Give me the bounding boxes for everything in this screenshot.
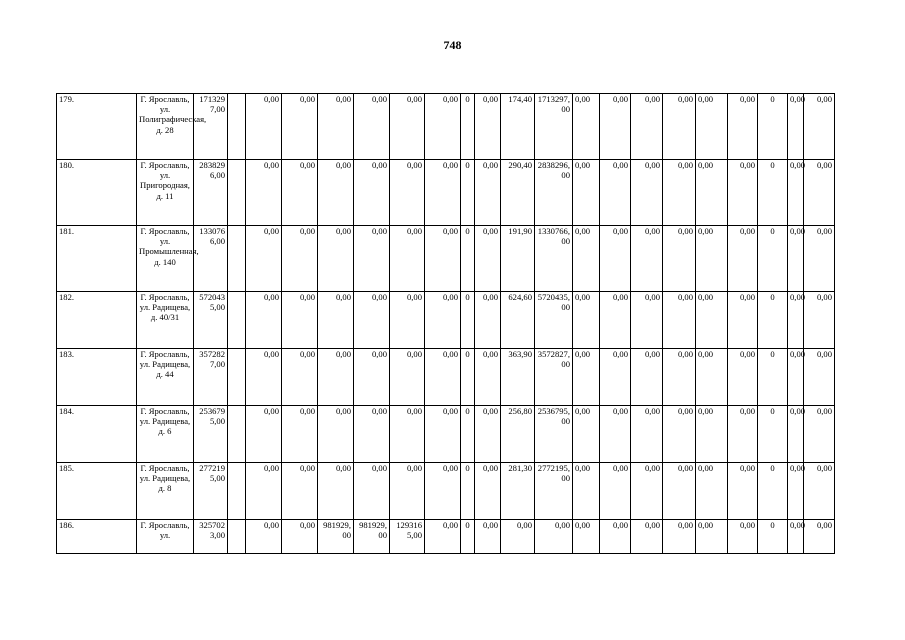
value-cell: 0,00: [804, 349, 835, 406]
value-cell: 0,00: [788, 292, 804, 349]
cost-cell: 2536795,00: [535, 406, 573, 463]
value-cell: 0,00: [600, 463, 631, 520]
value-cell: 0,00: [282, 463, 318, 520]
value-cell: 0,00: [246, 94, 282, 160]
value-cell: 0,00: [804, 292, 835, 349]
total-cost-cell: 5720435,00: [194, 292, 228, 349]
total-cost-cell: 1713297,00: [194, 94, 228, 160]
address-cell: Г. Ярославль, ул. Пригородная, д. 11: [137, 160, 194, 226]
value-cell: 0,00: [728, 292, 758, 349]
value-cell: 981929,00: [318, 520, 354, 554]
value-cell: 0,00: [318, 292, 354, 349]
value-cell: 0,00: [282, 406, 318, 463]
value-cell: 0,00: [475, 160, 501, 226]
value-cell: 0,00: [696, 292, 728, 349]
empty-cell: [228, 520, 246, 554]
value-cell: 0,00: [600, 292, 631, 349]
value-cell: 0,00: [318, 160, 354, 226]
row-number: 179.: [57, 94, 137, 160]
row-number: 181.: [57, 226, 137, 292]
value-cell: 0,00: [282, 94, 318, 160]
value-cell: 0,00: [804, 520, 835, 554]
value-cell: 0,00: [354, 226, 390, 292]
value-cell: 0,00: [390, 406, 425, 463]
row-number: 183.: [57, 349, 137, 406]
count-cell: 0: [758, 292, 788, 349]
value-cell: 0,00: [663, 463, 696, 520]
value-cell: 0,00: [631, 226, 663, 292]
value-cell: 0,00: [390, 160, 425, 226]
count-cell: 0: [758, 226, 788, 292]
value-cell: 0,00: [475, 94, 501, 160]
table-row: [57, 160, 870, 226]
value-cell: 0,00: [425, 292, 461, 349]
value-cell: 0,00: [354, 94, 390, 160]
cost-cell: 0,00: [535, 520, 573, 554]
row-number: 185.: [57, 463, 137, 520]
value-cell: 0,00: [425, 349, 461, 406]
value-cell: 0,00: [663, 406, 696, 463]
value-cell: 0,00: [788, 463, 804, 520]
total-cost-cell: 2838296,00: [194, 160, 228, 226]
value-cell: 0,00: [573, 94, 600, 160]
value-cell: 0,00: [318, 94, 354, 160]
value-cell: 0,00: [631, 292, 663, 349]
value-cell: 0,00: [246, 226, 282, 292]
empty-cell: [228, 292, 246, 349]
row-number: 186.: [57, 520, 137, 554]
value-cell: 0,00: [788, 94, 804, 160]
value-cell: 0,00: [354, 463, 390, 520]
count-cell: 0: [758, 94, 788, 160]
value-cell: 0,00: [390, 463, 425, 520]
area-cell: 281,30: [501, 463, 535, 520]
empty-cell: [228, 160, 246, 226]
value-cell: 0,00: [425, 94, 461, 160]
count-cell: 0: [461, 406, 475, 463]
row-number: 180.: [57, 160, 137, 226]
cost-cell: 2772195,00: [535, 463, 573, 520]
value-cell: 0,00: [475, 406, 501, 463]
value-cell: 0,00: [318, 226, 354, 292]
empty-cell: [228, 406, 246, 463]
address-cell: Г. Ярославль, ул. Радищева, д. 8: [137, 463, 194, 520]
area-cell: 174,40: [501, 94, 535, 160]
value-cell: 0,00: [390, 94, 425, 160]
value-cell: 981929,00: [354, 520, 390, 554]
value-cell: 0,00: [788, 349, 804, 406]
value-cell: 0,00: [573, 292, 600, 349]
value-cell: 0,00: [282, 160, 318, 226]
value-cell: 0,00: [475, 463, 501, 520]
address-cell: Г. Ярославль, ул. Промышленная, д. 140: [137, 226, 194, 292]
value-cell: 0,00: [600, 160, 631, 226]
value-cell: 0,00: [663, 292, 696, 349]
data-table: [56, 93, 870, 554]
value-cell: 0,00: [573, 349, 600, 406]
value-cell: 0,00: [728, 406, 758, 463]
value-cell: 0,00: [804, 160, 835, 226]
empty-cell: [228, 349, 246, 406]
area-cell: 0,00: [501, 520, 535, 554]
value-cell: 0,00: [631, 160, 663, 226]
value-cell: 0,00: [631, 349, 663, 406]
value-cell: 0,00: [788, 226, 804, 292]
address-cell: Г. Ярославль, ул. Полиграфическая, д. 28: [137, 94, 194, 160]
cost-cell: 1713297,00: [535, 94, 573, 160]
table-row: [57, 226, 870, 292]
value-cell: 0,00: [631, 520, 663, 554]
value-cell: 0,00: [390, 292, 425, 349]
value-cell: 0,00: [354, 406, 390, 463]
value-cell: 0,00: [663, 160, 696, 226]
area-cell: 256,80: [501, 406, 535, 463]
value-cell: 0,00: [475, 349, 501, 406]
count-cell: 0: [461, 520, 475, 554]
value-cell: 0,00: [282, 226, 318, 292]
value-cell: 1293165,00: [390, 520, 425, 554]
value-cell: 0,00: [390, 226, 425, 292]
cost-cell: 2838296,00: [535, 160, 573, 226]
value-cell: 0,00: [425, 463, 461, 520]
value-cell: 0,00: [600, 226, 631, 292]
value-cell: 0,00: [696, 349, 728, 406]
value-cell: 0,00: [728, 520, 758, 554]
count-cell: 0: [461, 94, 475, 160]
value-cell: 0,00: [600, 349, 631, 406]
value-cell: 0,00: [246, 406, 282, 463]
value-cell: 0,00: [354, 160, 390, 226]
count-cell: 0: [758, 349, 788, 406]
row-number: 184.: [57, 406, 137, 463]
value-cell: 0,00: [600, 520, 631, 554]
total-cost-cell: 3572827,00: [194, 349, 228, 406]
value-cell: 0,00: [631, 406, 663, 463]
value-cell: 0,00: [696, 94, 728, 160]
value-cell: 0,00: [728, 94, 758, 160]
value-cell: 0,00: [788, 406, 804, 463]
table-row: [57, 463, 870, 520]
address-cell: Г. Ярославль, ул.: [137, 520, 194, 554]
value-cell: 0,00: [425, 226, 461, 292]
count-cell: 0: [758, 463, 788, 520]
value-cell: 0,00: [282, 292, 318, 349]
value-cell: 0,00: [475, 226, 501, 292]
value-cell: 0,00: [696, 160, 728, 226]
value-cell: 0,00: [663, 520, 696, 554]
count-cell: 0: [461, 292, 475, 349]
value-cell: 0,00: [475, 292, 501, 349]
value-cell: 0,00: [390, 349, 425, 406]
value-cell: 0,00: [728, 226, 758, 292]
cost-cell: 1330766,00: [535, 226, 573, 292]
value-cell: 0,00: [663, 349, 696, 406]
cost-cell: 5720435,00: [535, 292, 573, 349]
count-cell: 0: [461, 463, 475, 520]
value-cell: 0,00: [282, 520, 318, 554]
cost-cell: 3572827,00: [535, 349, 573, 406]
total-cost-cell: 3257023,00: [194, 520, 228, 554]
value-cell: 0,00: [728, 463, 758, 520]
address-cell: Г. Ярославль, ул. Радищева, д. 6: [137, 406, 194, 463]
value-cell: 0,00: [788, 160, 804, 226]
value-cell: 0,00: [804, 226, 835, 292]
value-cell: 0,00: [475, 520, 501, 554]
value-cell: 0,00: [804, 406, 835, 463]
empty-cell: [228, 94, 246, 160]
value-cell: 0,00: [728, 349, 758, 406]
value-cell: 0,00: [318, 406, 354, 463]
table-row: [57, 94, 870, 160]
empty-cell: [228, 463, 246, 520]
address-cell: Г. Ярославль, ул. Радищева, д. 44: [137, 349, 194, 406]
value-cell: 0,00: [573, 160, 600, 226]
value-cell: 0,00: [246, 292, 282, 349]
value-cell: 0,00: [425, 520, 461, 554]
value-cell: 0,00: [631, 463, 663, 520]
value-cell: 0,00: [573, 226, 600, 292]
area-cell: 290,40: [501, 160, 535, 226]
value-cell: 0,00: [696, 226, 728, 292]
value-cell: 0,00: [663, 94, 696, 160]
empty-cell: [228, 226, 246, 292]
value-cell: 0,00: [663, 226, 696, 292]
count-cell: 0: [461, 226, 475, 292]
value-cell: 0,00: [804, 463, 835, 520]
total-cost-cell: 2536795,00: [194, 406, 228, 463]
value-cell: 0,00: [696, 520, 728, 554]
value-cell: 0,00: [318, 463, 354, 520]
table-row: [57, 406, 870, 463]
count-cell: 0: [758, 160, 788, 226]
table-row: [57, 292, 870, 349]
value-cell: 0,00: [696, 406, 728, 463]
area-cell: 191,90: [501, 226, 535, 292]
value-cell: 0,00: [573, 520, 600, 554]
value-cell: 0,00: [573, 406, 600, 463]
count-cell: 0: [461, 160, 475, 226]
value-cell: 0,00: [788, 520, 804, 554]
total-cost-cell: 1330766,00: [194, 226, 228, 292]
count-cell: 0: [758, 406, 788, 463]
value-cell: 0,00: [246, 349, 282, 406]
value-cell: 0,00: [246, 463, 282, 520]
value-cell: 0,00: [600, 94, 631, 160]
value-cell: 0,00: [282, 349, 318, 406]
row-number: 182.: [57, 292, 137, 349]
address-cell: Г. Ярославль, ул. Радищева, д. 40/31: [137, 292, 194, 349]
total-cost-cell: 2772195,00: [194, 463, 228, 520]
value-cell: 0,00: [246, 160, 282, 226]
value-cell: 0,00: [354, 349, 390, 406]
value-cell: 0,00: [354, 292, 390, 349]
value-cell: 0,00: [425, 160, 461, 226]
table-row: [57, 349, 870, 406]
value-cell: 0,00: [600, 406, 631, 463]
count-cell: 0: [758, 520, 788, 554]
count-cell: 0: [461, 349, 475, 406]
value-cell: 0,00: [804, 94, 835, 160]
value-cell: 0,00: [631, 94, 663, 160]
area-cell: 363,90: [501, 349, 535, 406]
table-row: [57, 520, 870, 554]
value-cell: 0,00: [425, 406, 461, 463]
value-cell: 0,00: [696, 463, 728, 520]
area-cell: 624,60: [501, 292, 535, 349]
value-cell: 0,00: [246, 520, 282, 554]
page-number: 748: [443, 38, 462, 52]
value-cell: 0,00: [573, 463, 600, 520]
value-cell: 0,00: [728, 160, 758, 226]
value-cell: 0,00: [318, 349, 354, 406]
